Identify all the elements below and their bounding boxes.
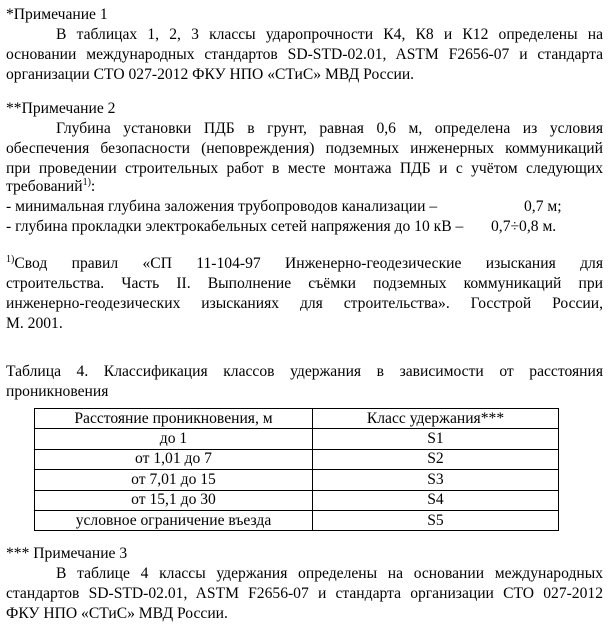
note2-line: при проведении строительных работ в месте монтажа ПДБ и с учётом следующих: [6, 160, 603, 177]
note2-last-line: [6, 177, 603, 197]
list-item-value: 0,7÷0,8 м.: [491, 218, 557, 235]
footnote-line: М. 2001.: [6, 315, 63, 332]
table-row: [35, 490, 559, 510]
table-row: [35, 449, 559, 469]
note3-line: стандартов SD-STD-02.01, ASTM F2656-07 и стандарта организации СТО 027-2012: [6, 585, 603, 602]
table-cell: S5: [313, 510, 559, 530]
table-cell: S2: [313, 449, 559, 469]
list-item-text: - глубина прокладки электрокабельных сетей напряжения до 10 кВ –: [6, 218, 464, 235]
list-item-text: - минимальная глубина заложения трубопроводов канализации –: [6, 198, 438, 215]
table-cell: S4: [313, 490, 559, 510]
note3-line: ФКУ НПО «СТиС» МВД России.: [6, 605, 228, 622]
note3-title: *** Примечание 3: [6, 545, 128, 562]
note2-last-end: :: [90, 178, 96, 195]
table-caption: Таблица 4. Классификация классов удержания в зависимости от расстояния: [6, 363, 603, 380]
footnote-ref: 1): [82, 177, 91, 188]
table-cell: до 1: [35, 429, 313, 449]
table-caption: проникновения: [6, 383, 109, 400]
table-row: [35, 510, 559, 530]
note2-line: Глубина установки ПДБ в грунт, равная 0,6 м, определена из условия: [56, 120, 603, 137]
table-cell: S1: [313, 429, 559, 449]
table-header-row: [35, 409, 559, 429]
table-row: [35, 429, 559, 449]
classification-table: [34, 408, 559, 531]
footnote-text: Свод правил «СП 11-104-97 Инженерно-геодезические изыскания для: [14, 255, 603, 272]
note2-last-text: требований: [6, 178, 83, 195]
note2-title: **Примечание 2: [6, 100, 116, 117]
table-cell: от 7,01 до 15: [35, 470, 313, 490]
note1-line: основании международных стандартов SD-STD-02.01, ASTM F2656-07 и стандарта: [6, 46, 603, 63]
footnote-line: строительства. Часть II. Выполнение съёмки подземных коммуникаций при: [6, 275, 603, 292]
note2-line: обеспечения безопасности (неповреждения) подземных инженерных коммуникаций: [6, 140, 603, 157]
footnote-line: [6, 254, 603, 274]
note1-line: В таблицах 1, 2, 3 классы ударопрочности К4, К8 и К12 определены на: [56, 26, 603, 43]
table-cell: S3: [313, 470, 559, 490]
note1-title: *Примечание 1: [6, 6, 108, 23]
note3-line: В таблице 4 классы удержания определены на основании международных: [56, 565, 603, 582]
table-cell: условное ограничение въезда: [35, 510, 313, 530]
footnote-mark: 1): [6, 254, 15, 265]
note1-line: организации СТО 027-2012 ФКУ НПО «СТиС» МВД России.: [6, 66, 415, 83]
table-cell: от 1,01 до 7: [35, 449, 313, 469]
table-cell: от 15,1 до 30: [35, 490, 313, 510]
column-header: Расстояние проникновения, м: [35, 409, 313, 429]
column-header: Класс удержания***: [313, 409, 559, 429]
table-row: [35, 470, 559, 490]
note2-list-item: [6, 217, 603, 237]
note2-list-item: [6, 197, 603, 217]
list-item-value: 0,7 м;: [524, 198, 562, 215]
footnote-line: инженерно-геодезических изысканиях для строительства». Госстрой России,: [6, 295, 603, 312]
